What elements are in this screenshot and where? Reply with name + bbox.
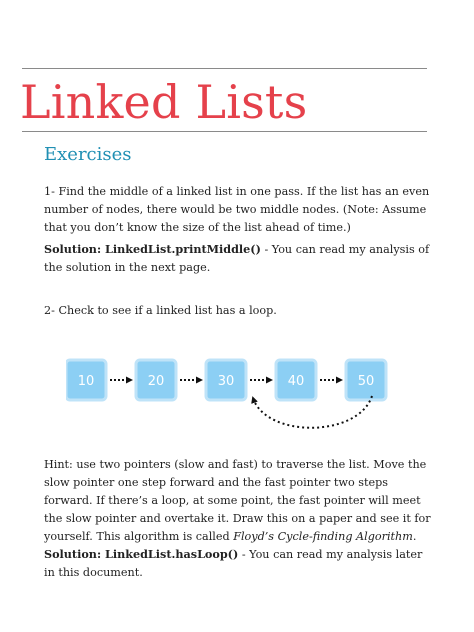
solution-1-label: Solution: LinkedList.printMiddle() [44,242,261,256]
hint-end: . [412,530,417,543]
node-value: 50 [357,374,375,389]
linked-list-diagram [66,356,406,436]
exercise-2-text [44,302,434,320]
node-value: 40 [287,374,305,389]
page-title: Linked Lists [20,75,308,129]
exercise-1-solution [44,240,434,277]
node-value: 10 [77,374,95,389]
exercise-2-solution [44,545,434,582]
section-heading: Exercises [44,144,132,165]
top-rule [22,68,427,69]
solution-2-label: Solution: LinkedList.hasLoop() [44,547,239,561]
exercise-1-body: 1- Find the middle of a linked list in one pass. If the list has an even number of nodes, there would be two middle nodes. (Note: Assume that you don’t know the size of the list ahead of time.) [44,185,430,234]
node-value: 20 [147,374,165,389]
solution-1-note: - You can read my analysis of the solution in the next page. [44,243,430,274]
hint-text: Hint: use two pointers (slow and fast) to traverse the list. Move the slow pointer one step forward and the fast pointer two steps forward. If there’s a loop, at some point, the fast pointer will meet the slow pointer and overtake it. Draw this on a paper and see it for yourself. This algorithm is called [44,458,431,543]
solution-2-note: - You can read my analysis later in this document. [44,548,423,579]
title-rule [22,131,427,132]
node-value: 30 [217,374,235,389]
hint-paragraph [44,456,434,546]
exercise-1-text [44,183,434,237]
algorithm-name: Floyd’s Cycle-finding Algorithm [233,530,413,543]
exercise-2-body: 2- Check to see if a linked list has a loop. [44,304,277,317]
